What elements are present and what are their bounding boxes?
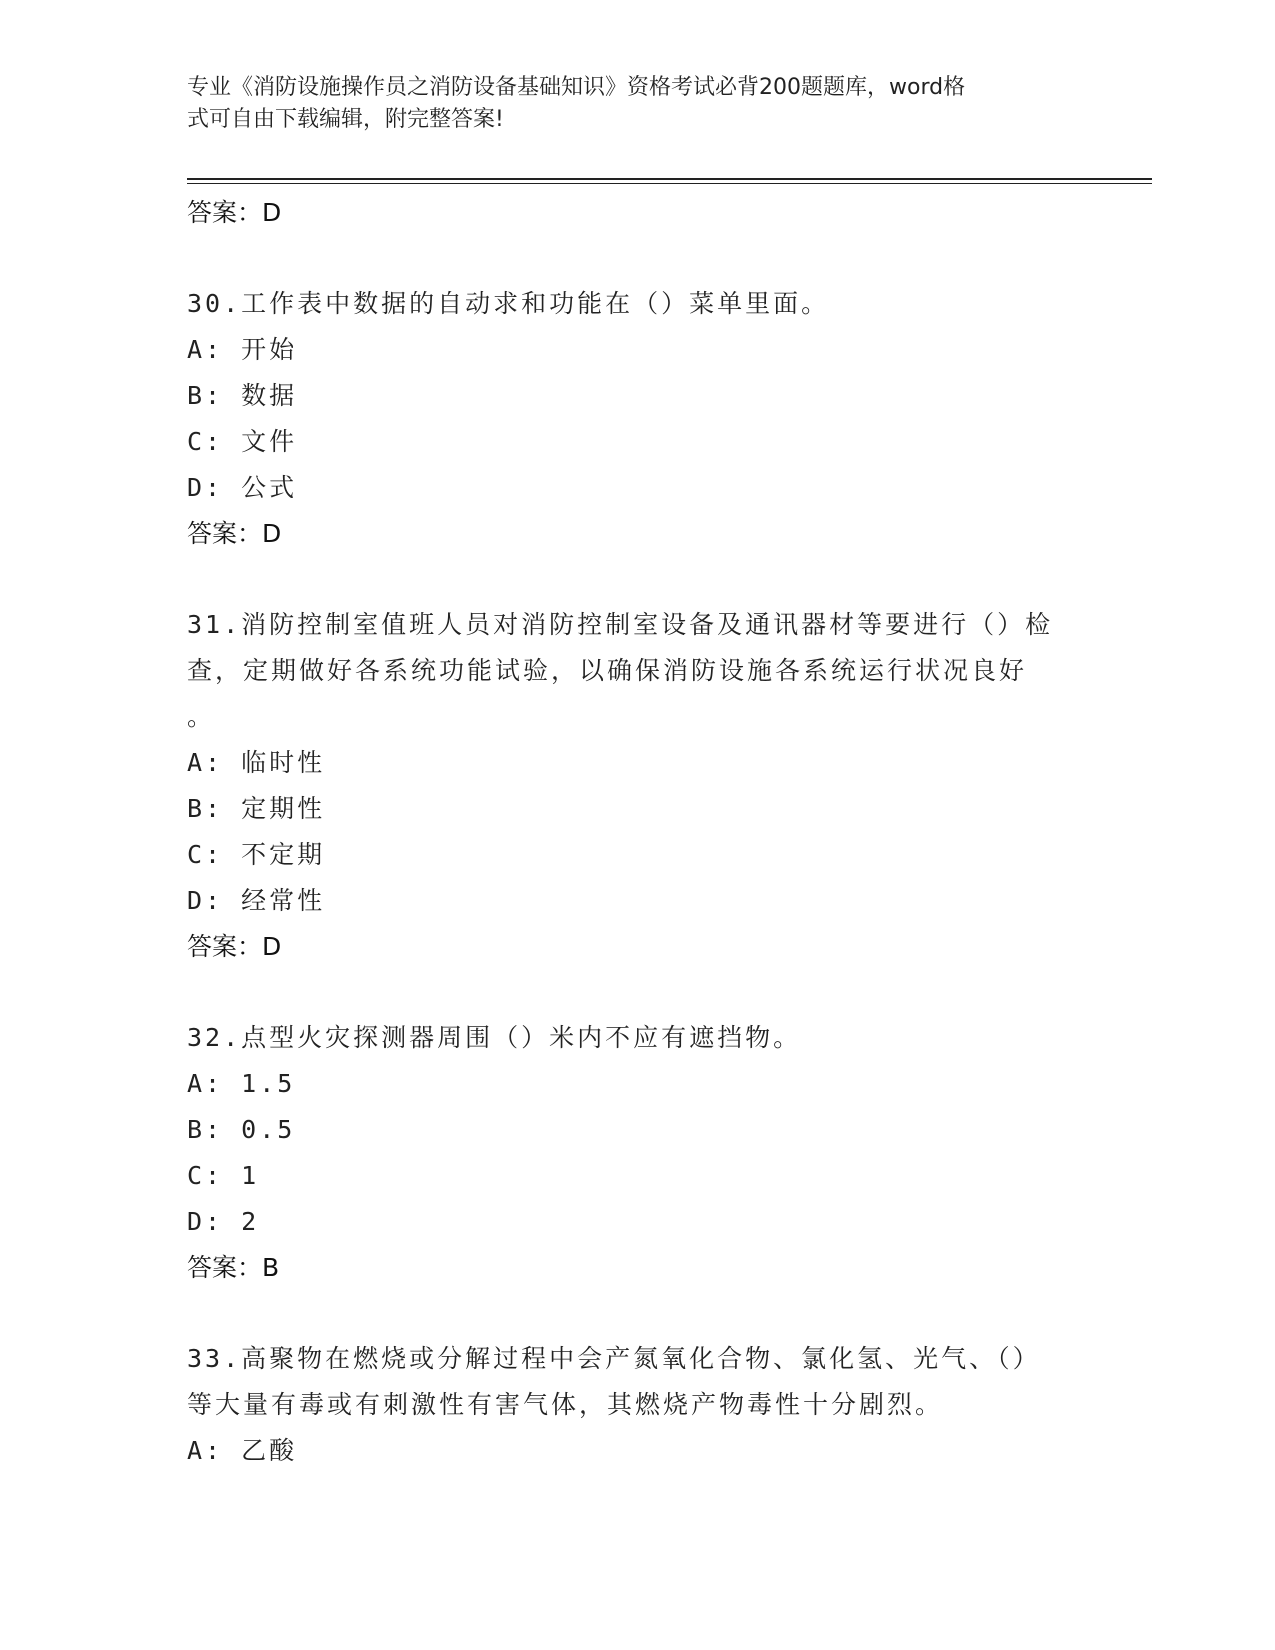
answer: 答案：D — [187, 519, 282, 548]
header-divider-thick — [187, 178, 1152, 180]
answer: 答案：D — [187, 932, 282, 961]
header-divider-thin — [187, 183, 1152, 184]
option-a: A: 开始 — [187, 335, 298, 364]
question-32 — [187, 1015, 1087, 1291]
option-c: C: 1 — [187, 1161, 260, 1190]
header-line-2: 式可自由下载编辑，附完整答案! — [187, 107, 504, 132]
option-a: A: 1.5 — [187, 1069, 296, 1098]
option-c: C: 不定期 — [187, 840, 326, 869]
option-a: A: 临时性 — [187, 748, 326, 777]
question-31 — [187, 602, 1087, 970]
option-a: A: 乙酸 — [187, 1436, 298, 1465]
header-line-1: 专业《消防设施操作员之消防设备基础知识》资格考试必背200题题库，word格 — [187, 75, 966, 100]
option-b: B: 0.5 — [187, 1115, 296, 1144]
question-33 — [187, 1336, 1087, 1474]
question-list — [187, 190, 1087, 1474]
question-text-line-1: 31.消防控制室值班人员对消防控制室设备及通讯器材等要进行（）检 — [187, 610, 1054, 639]
question-text: 32.点型火灾探测器周围（）米内不应有遮挡物。 — [187, 1023, 802, 1052]
question-text: 30.工作表中数据的自动求和功能在（）菜单里面。 — [187, 289, 830, 318]
answer: 答案：B — [187, 1253, 280, 1282]
option-d: D: 2 — [187, 1207, 260, 1236]
document-header — [187, 72, 1067, 136]
option-c: C: 文件 — [187, 427, 298, 456]
option-d: D: 公式 — [187, 473, 298, 502]
question-text-line-3: 。 — [187, 702, 216, 731]
question-text-line-2: 查，定期做好各系统功能试验，以确保消防设施各系统运行状况良好 — [187, 656, 1028, 685]
option-d: D: 经常性 — [187, 886, 326, 915]
option-b: B: 数据 — [187, 381, 298, 410]
question-text-line-2: 等大量有毒或有刺激性有害气体，其燃烧产物毒性十分剧烈。 — [187, 1390, 944, 1419]
option-b: B: 定期性 — [187, 794, 326, 823]
question-text-line-1: 33.高聚物在燃烧或分解过程中会产氮氧化合物、氯化氢、光气、（） — [187, 1344, 1041, 1373]
question-30 — [187, 281, 1087, 557]
previous-answer: 答案：D — [187, 198, 282, 227]
